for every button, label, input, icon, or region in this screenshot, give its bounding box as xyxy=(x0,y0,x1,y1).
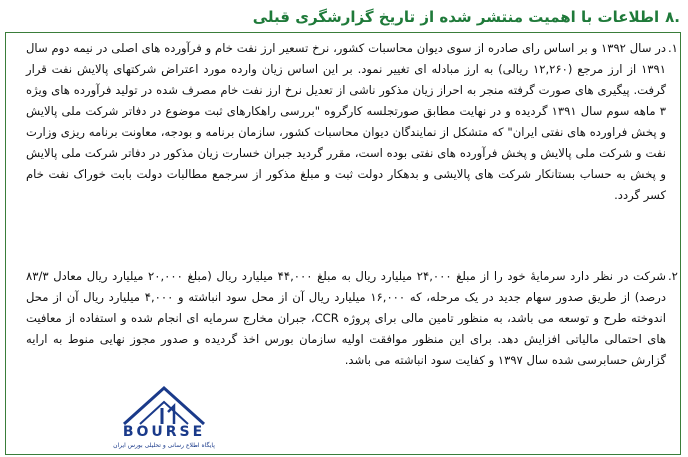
item-text: در سال ۱۳۹۲ و بر اساس رای صادره از سوی دیوان محاسبات کشور، نرخ تسعیر ارز نفت خام و فرآورده های اصلی در نیمه دوم سال ۱۳۹۱ از ارز مرجع (۱۲,۲۶۰ ریالی) به ارز مبادله ای تغییر نمود. بر این اساس زیان وارده مورد اعتراض شرکتهای پالایش نفت قرار گرفت. پیگیری های صورت گرفته منجر به احراز زیان مذکور ناشی از تعدیل نرخ ارز نفت خام مصرف شده در تولید فرآورده های ویژه ۳ ماهه سوم سال ۱۳۹۱ گردیده و در نهایت مطابق صورتجلسه کارگروه "بررسی راهکارهای ثبت موضوع در دفاتر شرکت ملی پالایش و پخش فراورده های نفتی ایران" که متشکل از نمایندگان دیوان محاسبات کشور، سازمان برنامه و بودجه، معاونت برنامه ریزی وزارت نفت و شرکت ملی پالایش و پخش فرآورده های نفتی بوده است، مقرر گردید جبران خسارت زیان مذکور در دفاتر شرکت ملی پالایش و پخش به حساب بستانکار شرکت های پالایشی و بدهکار دولت ثبت و مبلغ مذکور از سرجمع مطالبات دولت بابت خوراک نفت خام کسر گردد. xyxy=(26,41,666,202)
item-marker: .۱ xyxy=(668,41,678,55)
logo-wordmark: BOURSE xyxy=(122,424,206,440)
item-text: شرکت در نظر دارد سرمایهٔ خود را از مبلغ ۲۴,۰۰۰ میلیارد ریال به مبلغ ۴۴,۰۰۰ میلیارد ریال (مبلغ ۲۰,۰۰۰ میلیارد ریال معادل ۸۳/۳ درصد) از طریق صدور سهام جدید در یک مرحله، که ۱۶,۰۰۰ میلیارد ریال آن از محل سود انباشته و ۴,۰۰۰ میلیارد ریال آن از محل اندوخته طرح و توسعه می باشد، به منظور تامین مالی برای پروژه CCR، جبران مخارج سرمایه ای انجام شده و استفاده از معافیت های احتمالی مالیاتی افزایش دهد. برای این منظور موافقت اولیه سازمان بورس اخذ گردیده و صدور مجوز نهایی منوط به ارایه گزارش حسابرسی شده سال ۱۳۹۷ و کفایت سود انباشته می باشد. xyxy=(26,269,666,367)
list-item xyxy=(26,266,678,371)
section-title: اطلاعات با اهمیت منتشر شده از تاریخ گزارشگری قبلی xyxy=(252,8,660,26)
item-marker: .۲ xyxy=(668,269,678,283)
section-number: .۸ xyxy=(665,8,680,26)
list-item xyxy=(26,38,678,206)
bourse-logo xyxy=(104,384,224,454)
logo-tagline: پایگاه اطلاع رسانی و تحلیلی بورس ایران xyxy=(113,442,215,449)
logo-mark-icon xyxy=(104,384,224,428)
section-heading xyxy=(8,2,680,32)
